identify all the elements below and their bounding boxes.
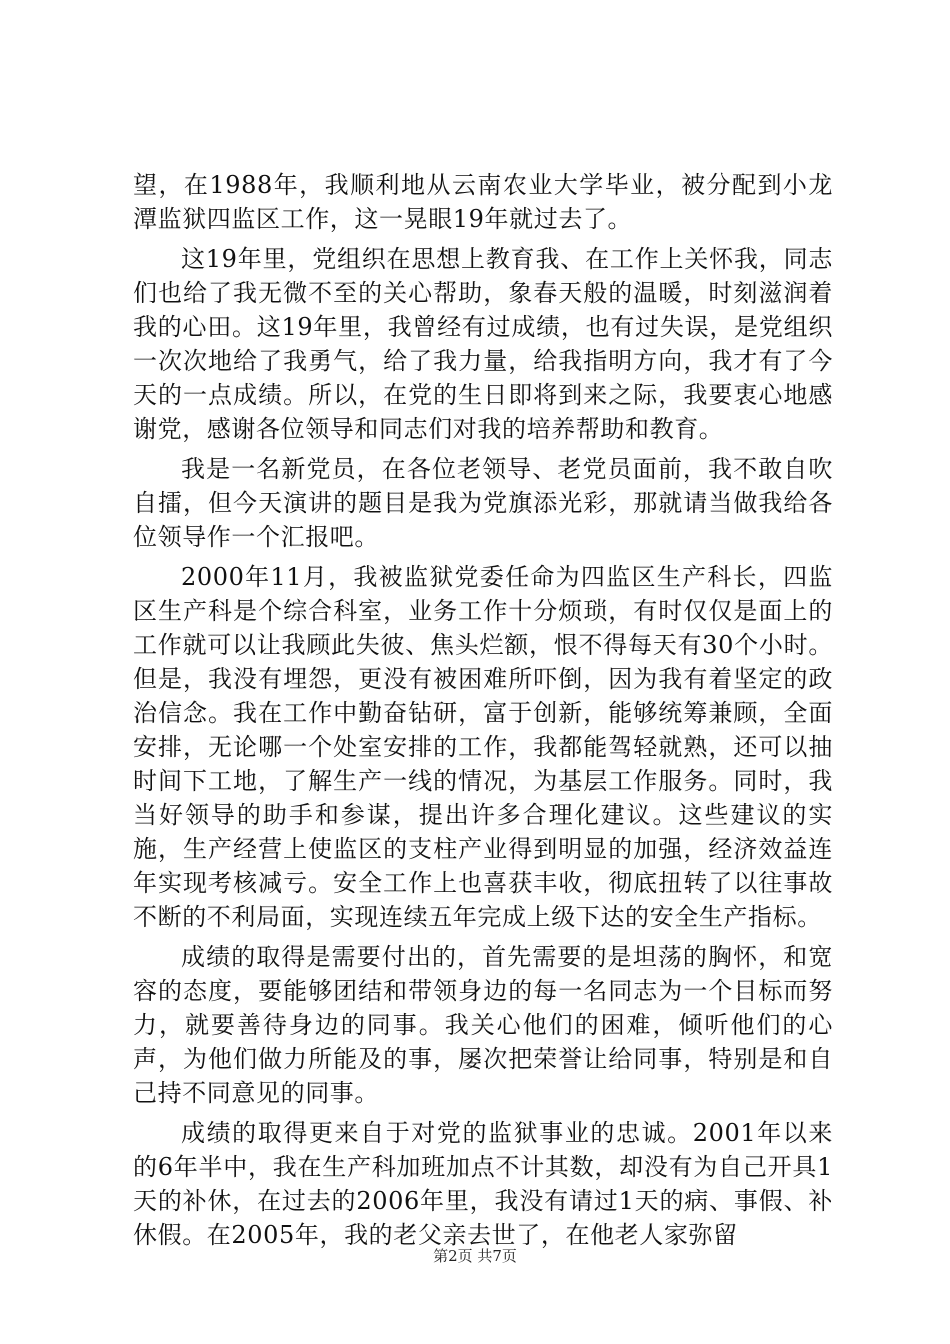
paragraph-4: 2000年11月，我被监狱党委任命为四监区生产科长，四监区生产科是个综合科室，业务工作十分烦琐，有时仅仅是面上的工作就可以让我顾此失彼、焦头烂额，恨不得每天有30个小时。但是，我没有埋怨，更没有被困难所吓倒，因为我有着坚定的政治信念。我在工作中勤奋钻研，富于创新，能够统筹兼顾，全面安排，无论哪一个处室安排的工作，我都能驾轻就熟，还可以抽时间下工地，了解生产一线的情况，为基层工作服务。同时，我当好领导的助手和参谋，提出许多合理化建议。这些建议的实施，生产经营上使监区的支柱产业得到明显的加强，经济效益连年实现考核减亏。安全工作上也喜获丰收，彻底扭转了以往事故不断的不利局面，实现连续五年完成上级下达的安全生产指标。 [133,563,833,931]
paragraph-2: 这19年里，党组织在思想上教育我、在工作上关怀我，同志们也给了我无微不至的关心帮助，象春天般的温暖，时刻滋润着我的心田。这19年里，我曾经有过成绩，也有过失误，是党组织一次次地给了我勇气，给了我力量，给我指明方向，我才有了今天的一点成绩。所以，在党的生日即将到来之际，我要衷心地感谢党，感谢各位领导和同志们对我的培养帮助和教育。 [133,245,833,443]
paragraph-1: 望，在1988年，我顺利地从云南农业大学毕业，被分配到小龙潭监狱四监区工作，这一晃眼19年就过去了。 [133,171,833,233]
document-body [133,168,833,1258]
paragraph-3: 我是一名新党员，在各位老领导、老党员面前，我不敢自吹自擂，但今天演讲的题目是我为党旗添光彩，那就请当做我给各位领导作一个汇报吧。 [133,455,833,551]
paragraph-6: 成绩的取得更来自于对党的监狱事业的忠诚。2001年以来的6年半中，我在生产科加班加点不计其数，却没有为自己开具1天的补休，在过去的2006年里，我没有请过1天的病、事假、补休假。在2005年，我的老父亲去世了，在他老人家弥留 [133,1119,833,1249]
paragraph-5: 成绩的取得是需要付出的，首先需要的是坦荡的胸怀，和宽容的态度，要能够团结和带领身边的每一名同志为一个目标而努力，就要善待身边的同事。我关心他们的困难，倾听他们的心声，为他们做力所能及的事，屡次把荣誉让给同事，特别是和自己持不同意见的同事。 [133,943,833,1107]
page-footer: 第2页 共7页 [433,1247,517,1265]
